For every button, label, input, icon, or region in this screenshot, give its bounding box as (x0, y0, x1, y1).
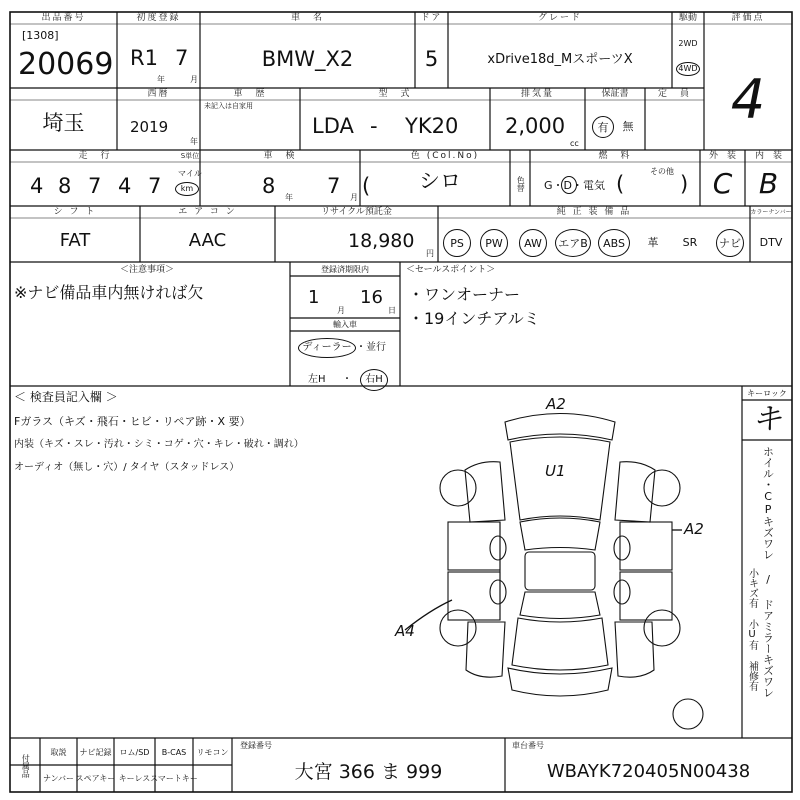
drive-4wd: 4WD (676, 62, 700, 76)
keylock-label: キーロック (747, 389, 787, 398)
chassis-number: WBAYK720405N00438 (546, 761, 751, 782)
type-label: 型 式 (378, 89, 412, 99)
equipment-label: 純 正 装 備 品 (556, 207, 632, 217)
color: シロ (419, 168, 461, 193)
inspection-line-glass: Fガラス（キズ・飛石・ヒビ・リペア跡・X 要） (14, 415, 251, 428)
color-change: 色替 (516, 176, 526, 192)
lot-number-label: 出品番号 (41, 13, 86, 23)
drive-2wd: 2WD (678, 39, 698, 48)
score-label: 評価点 (731, 13, 765, 23)
left-hand: 左H (308, 374, 326, 385)
acc-rom-sd: ロム/SD (119, 747, 150, 757)
acc-manual: 取説 (50, 747, 67, 757)
fuel-options: G・D・電気 (544, 179, 605, 192)
lot-number: 20069 (18, 47, 114, 82)
damage-legend-small: 小キズ有 小U有 補修有 (746, 568, 758, 691)
keylock-mark: キ (752, 402, 782, 437)
acc-spare-key: スペアキー (75, 773, 116, 783)
acc-keyless: キーレス (118, 773, 151, 783)
inspector-section-title: ＜ 検査員記入欄 ＞ (14, 390, 118, 404)
doors: 5 (424, 46, 439, 71)
acc-smart-key: スマートキー (150, 773, 198, 783)
warranty-label: 保証書 (601, 89, 629, 99)
damage-mark-body: U1 (545, 462, 566, 480)
grade: xDrive18d_MスポーツX (487, 51, 633, 67)
type-prefix: LDA (312, 114, 354, 138)
aircon: AAC (188, 230, 227, 251)
door-label: ドア (420, 13, 443, 23)
inspection-line-interior: 内装（キズ・スレ・汚れ・シミ・コゲ・穴・キレ・破れ・調れ） (14, 439, 304, 450)
displacement: 2,000 (505, 114, 566, 138)
auction-sheet: 出品番号 [1308] 20069 初度登録 R1 7 年 月 車 名 BMW_X2 ドア 5 グレード xDrive18d_MスポーツX 駆動 2WD 4WD 評価点 4 西暦 埼玉 2019 年 車 歴 未記入は自家用 型 式 LDA - YK20 排気量 2,000 cc 保証書 有 無 定 員 走 行 S単位 4 8 7 4 7 マイル km 車 検 8 年 7 月 ( 色 (Col.No) シロ 色替 燃 料 G・D・電気 ( その他 ) 外 装 C 内 装 B シ フ ト FAT エ ア コ ン AAC リサイクル預託金 18,980 円 純 正 装 備 品 カラーナンバー PS PW AW エアB ABS 革 SR ナビ DTV ＜注意事項＞ ※ナビ備品車内無ければ欠 登録済期限内 1 月 16 日 輸入車 ディーラー ・並行 左H ・ 右H ＜セールスポイント＞ ・ワンオーナー ・19インチアルミ ＜ 検査員記入欄 ＞ Fガラス（キズ・飛石・ヒビ・リペア跡・X 要） 内装（キズ・スレ・汚れ・シミ・コゲ・穴・キレ・破れ・調れ） オーディオ（無し・穴）/ タイヤ（スタッドレス） キーロック キ ホイル・CPキズワレ / ドアミラーキズワレ 小キズ有 小U有 補修有 A2 U1 A2 A4 付属品 取説 ナビ記録 ロム/SD B-CAS リモコン ナンバー スペアキー キーレス スマートキー 登録番号 大宮 366 ま 999 車台番号 WBAYK720405N00438 (0, 0, 800, 800)
sales-point-2: ・19インチアルミ (408, 309, 540, 328)
equip-leather: 革 (647, 235, 659, 249)
equip-pw: PW (480, 229, 508, 257)
equip-abs: ABS (598, 229, 630, 257)
right-hand: 右H (360, 369, 388, 391)
sales-point-label: ＜セールスポイント＞ (406, 265, 496, 275)
acc-number-plate: ナンバー (42, 773, 75, 783)
displacement-label: 排気量 (520, 89, 554, 99)
accessories-label: 付属品 (21, 754, 31, 778)
prefecture: 埼玉 (42, 110, 85, 135)
car-name-label: 車 名 (290, 13, 324, 23)
acc-navi-record: ナビ記録 (79, 747, 112, 757)
recycle-label: リサイクル預託金 (321, 207, 392, 217)
history-note: 未記入は自家用 (204, 102, 253, 110)
fuel-label: 燃 料 (598, 151, 632, 161)
interior-grade: B (758, 167, 779, 200)
chassis-label: 車台番号 (512, 741, 544, 750)
damage-mark-left: A4 (395, 622, 415, 640)
equip-sunroof: SR (682, 235, 698, 249)
sales-point-1: ・ワンオーナー (408, 285, 521, 304)
dealer: ディーラー (298, 338, 356, 358)
acc-bcas: B-CAS (161, 747, 187, 757)
registration-number: 大宮 366 ま 999 (294, 760, 443, 783)
recycle-fee: 18,980 (348, 230, 415, 252)
shift-label: シ フ ト (53, 207, 97, 217)
first-reg-label: 初度登録 (136, 13, 181, 23)
color-no-label: カラーナンバー (750, 208, 792, 216)
caution-text: ※ナビ備品車内無ければ欠 (14, 283, 204, 302)
history-label: 車 歴 (233, 89, 267, 99)
damage-mark-right: A2 (684, 520, 704, 538)
fuel-diesel-circle (561, 176, 577, 194)
damage-legend: ホイル・CPキズワレ / ドアミラーキズワレ (761, 446, 775, 698)
mile-unit: マイル (178, 169, 202, 178)
western-year-label: 西暦 (147, 89, 170, 99)
equip-ps: PS (443, 229, 471, 257)
fuel-other-label: その他 (650, 167, 674, 176)
inspection-label: 車 検 (263, 151, 297, 161)
inspection-line-audio: オーディオ（無し・穴）/ タイヤ（スタッドレス） (14, 462, 240, 473)
model-year: 2019 (130, 118, 169, 136)
lot-prefix: [1308] (22, 29, 59, 42)
date-month: 1 (308, 287, 320, 308)
color-label: 色 (Col.No) (410, 151, 480, 161)
equip-dtv: DTV (759, 235, 783, 249)
date-day: 16 (360, 287, 383, 308)
exterior-grade: C (712, 167, 733, 200)
damage-mark-front: A2 (546, 395, 566, 413)
type-code: YK20 (405, 114, 459, 138)
car-diagram (405, 414, 703, 730)
mileage-label: 走 行 (78, 151, 112, 161)
equip-aw: AW (519, 229, 547, 257)
equip-navi: ナビ (716, 229, 744, 257)
caution-label: ＜注意事項＞ (120, 265, 175, 275)
exterior-label: 外 装 (708, 151, 736, 161)
grade-label: グレード (537, 13, 582, 23)
capacity-label: 定 員 (657, 89, 691, 99)
acc-remote: リモコン (196, 747, 229, 757)
car-name: BMW_X2 (261, 46, 354, 71)
registration-label: 登録番号 (240, 741, 272, 750)
equip-airbag: エアB (555, 229, 591, 257)
reg-era: R1 (130, 46, 158, 70)
aircon-label: エ ア コ ン (178, 207, 237, 217)
unit-label: S単位 (180, 152, 200, 160)
inspection-year: 8 (262, 174, 276, 198)
warranty-yes: 有 (592, 116, 614, 138)
score: 4 (730, 68, 766, 131)
interior-label: 内 装 (754, 151, 782, 161)
parallel: ・並行 (356, 342, 386, 353)
shift: FAT (59, 230, 91, 251)
warranty-no: 無 (622, 119, 634, 133)
import-label: 輸入車 (333, 320, 357, 329)
inspection-month: 7 (327, 174, 341, 198)
reg-month: 7 (175, 46, 189, 70)
drive-label: 駆動 (678, 13, 697, 23)
registered-date-label: 登録済期限内 (321, 265, 369, 274)
km-unit: km (175, 182, 199, 196)
